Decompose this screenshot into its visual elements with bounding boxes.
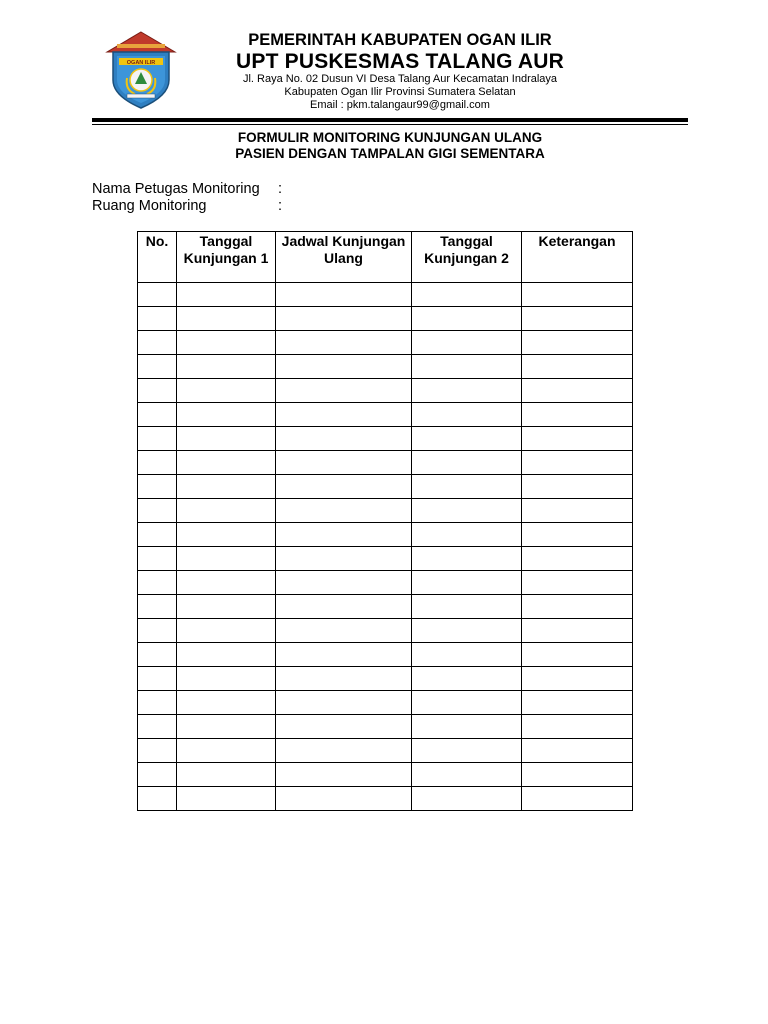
cell-visit-date-2[interactable]	[412, 307, 522, 331]
table-header-row	[138, 232, 633, 283]
address-line-2: Kabupaten Ogan Ilir Provinsi Sumatera Selatan	[284, 86, 516, 98]
cell-no[interactable]	[138, 619, 177, 643]
cell-visit-date-1[interactable]	[177, 571, 276, 595]
cell-no[interactable]	[138, 595, 177, 619]
cell-visit-date-1[interactable]	[177, 691, 276, 715]
cell-notes[interactable]	[522, 283, 633, 307]
header-visit-date-2: Tanggal Kunjungan 2	[412, 232, 522, 283]
cell-visit-date-1[interactable]	[177, 451, 276, 475]
cell-notes[interactable]	[522, 451, 633, 475]
cell-visit-date-2[interactable]	[412, 787, 522, 811]
cell-visit-date-2[interactable]	[412, 331, 522, 355]
cell-follow-up-schedule[interactable]	[276, 715, 412, 739]
cell-no[interactable]	[138, 571, 177, 595]
table-row	[138, 643, 633, 667]
cell-follow-up-schedule[interactable]	[276, 451, 412, 475]
cell-notes[interactable]	[522, 619, 633, 643]
cell-follow-up-schedule[interactable]	[276, 547, 412, 571]
ogan-ilir-logo	[105, 30, 177, 110]
cell-visit-date-1[interactable]	[177, 739, 276, 763]
cell-visit-date-1[interactable]	[177, 475, 276, 499]
cell-no[interactable]	[138, 355, 177, 379]
cell-no[interactable]	[138, 643, 177, 667]
cell-visit-date-1[interactable]	[177, 379, 276, 403]
cell-visit-date-1[interactable]	[177, 547, 276, 571]
cell-notes[interactable]	[522, 355, 633, 379]
cell-visit-date-2[interactable]	[412, 595, 522, 619]
cell-visit-date-2[interactable]	[412, 403, 522, 427]
table-row	[138, 355, 633, 379]
cell-visit-date-2[interactable]	[412, 379, 522, 403]
cell-notes[interactable]	[522, 403, 633, 427]
cell-no[interactable]	[138, 283, 177, 307]
cell-visit-date-2[interactable]	[412, 763, 522, 787]
cell-notes[interactable]	[522, 691, 633, 715]
monitoring-table	[137, 231, 633, 811]
cell-notes[interactable]	[522, 427, 633, 451]
cell-follow-up-schedule[interactable]	[276, 331, 412, 355]
cell-visit-date-1[interactable]	[177, 715, 276, 739]
cell-follow-up-schedule[interactable]	[276, 307, 412, 331]
table-row	[138, 667, 633, 691]
cell-visit-date-2[interactable]	[412, 547, 522, 571]
cell-no[interactable]	[138, 331, 177, 355]
form-title	[92, 130, 688, 162]
cell-visit-date-2[interactable]	[412, 427, 522, 451]
cell-visit-date-1[interactable]	[177, 619, 276, 643]
cell-visit-date-2[interactable]	[412, 475, 522, 499]
table-row	[138, 331, 633, 355]
cell-follow-up-schedule[interactable]	[276, 595, 412, 619]
field-officer-separator: :	[278, 181, 283, 197]
table-row	[138, 619, 633, 643]
cell-no[interactable]	[138, 427, 177, 451]
cell-follow-up-schedule[interactable]	[276, 403, 412, 427]
table-row	[138, 571, 633, 595]
cell-follow-up-schedule[interactable]	[276, 643, 412, 667]
cell-notes[interactable]	[522, 763, 633, 787]
cell-visit-date-2[interactable]	[412, 643, 522, 667]
cell-follow-up-schedule[interactable]	[276, 379, 412, 403]
table-row	[138, 739, 633, 763]
cell-notes[interactable]	[522, 547, 633, 571]
form-fields	[92, 181, 282, 215]
cell-visit-date-2[interactable]	[412, 739, 522, 763]
cell-notes[interactable]	[522, 307, 633, 331]
table-row	[138, 595, 633, 619]
cell-visit-date-1[interactable]	[177, 595, 276, 619]
table-row	[138, 499, 633, 523]
table-row	[138, 403, 633, 427]
cell-visit-date-1[interactable]	[177, 427, 276, 451]
cell-visit-date-2[interactable]	[412, 667, 522, 691]
header-visit-date-1: Tanggal Kunjungan 1	[177, 232, 276, 283]
cell-no[interactable]	[138, 787, 177, 811]
cell-visit-date-2[interactable]	[412, 355, 522, 379]
cell-visit-date-2[interactable]	[412, 451, 522, 475]
cell-visit-date-2[interactable]	[412, 523, 522, 547]
table-row	[138, 475, 633, 499]
cell-visit-date-2[interactable]	[412, 619, 522, 643]
table-row	[138, 547, 633, 571]
cell-notes[interactable]	[522, 787, 633, 811]
table-row	[138, 283, 633, 307]
cell-visit-date-1[interactable]	[177, 523, 276, 547]
header-no: No.	[138, 232, 177, 283]
header-follow-up-schedule: Jadwal Kunjungan Ulang	[276, 232, 412, 283]
table-row	[138, 763, 633, 787]
cell-no[interactable]	[138, 715, 177, 739]
field-room-separator: :	[278, 198, 283, 214]
cell-no[interactable]	[138, 499, 177, 523]
cell-follow-up-schedule[interactable]	[276, 667, 412, 691]
cell-no[interactable]	[138, 307, 177, 331]
cell-visit-date-1[interactable]	[177, 307, 276, 331]
cell-visit-date-1[interactable]	[177, 643, 276, 667]
form-title-line-1: FORMULIR MONITORING KUNJUNGAN ULANG	[237, 130, 543, 145]
letterhead	[190, 30, 610, 112]
cell-follow-up-schedule[interactable]	[276, 523, 412, 547]
cell-notes[interactable]	[522, 739, 633, 763]
table-row	[138, 307, 633, 331]
cell-no[interactable]	[138, 379, 177, 403]
cell-follow-up-schedule[interactable]	[276, 571, 412, 595]
table-row	[138, 451, 633, 475]
cell-notes[interactable]	[522, 595, 633, 619]
cell-follow-up-schedule[interactable]	[276, 283, 412, 307]
cell-visit-date-1[interactable]	[177, 763, 276, 787]
letterhead-divider-thick	[92, 118, 688, 122]
government-name: PEMERINTAH KABUPATEN OGAN ILIR	[248, 31, 552, 49]
field-officer-label: Nama Petugas Monitoring	[92, 181, 260, 197]
cell-no[interactable]	[138, 739, 177, 763]
cell-no[interactable]	[138, 451, 177, 475]
cell-no[interactable]	[138, 691, 177, 715]
cell-no[interactable]	[138, 475, 177, 499]
cell-follow-up-schedule[interactable]	[276, 691, 412, 715]
field-room	[92, 198, 282, 215]
cell-no[interactable]	[138, 523, 177, 547]
cell-no[interactable]	[138, 763, 177, 787]
letterhead-divider-thin	[92, 124, 688, 125]
cell-visit-date-1[interactable]	[177, 403, 276, 427]
cell-visit-date-1[interactable]	[177, 667, 276, 691]
field-officer	[92, 181, 282, 198]
table-row	[138, 787, 633, 811]
table-row	[138, 523, 633, 547]
cell-visit-date-1[interactable]	[177, 499, 276, 523]
cell-follow-up-schedule[interactable]	[276, 427, 412, 451]
table-body	[138, 283, 633, 811]
cell-follow-up-schedule[interactable]	[276, 355, 412, 379]
cell-visit-date-1[interactable]	[177, 331, 276, 355]
cell-notes[interactable]	[522, 643, 633, 667]
cell-follow-up-schedule[interactable]	[276, 499, 412, 523]
cell-notes[interactable]	[522, 379, 633, 403]
cell-notes[interactable]	[522, 523, 633, 547]
cell-visit-date-2[interactable]	[412, 283, 522, 307]
cell-visit-date-1[interactable]	[177, 355, 276, 379]
cell-visit-date-2[interactable]	[412, 571, 522, 595]
cell-no[interactable]	[138, 403, 177, 427]
cell-follow-up-schedule[interactable]	[276, 739, 412, 763]
cell-notes[interactable]	[522, 475, 633, 499]
cell-notes[interactable]	[522, 715, 633, 739]
form-title-line-2: PASIEN DENGAN TAMPALAN GIGI SEMENTARA	[235, 146, 545, 161]
cell-visit-date-1[interactable]	[177, 283, 276, 307]
cell-no[interactable]	[138, 547, 177, 571]
cell-notes[interactable]	[522, 499, 633, 523]
cell-notes[interactable]	[522, 331, 633, 355]
field-room-label: Ruang Monitoring	[92, 198, 207, 214]
email-line: Email : pkm.talangaur99@gmail.com	[310, 99, 490, 111]
cell-notes[interactable]	[522, 571, 633, 595]
table-row	[138, 715, 633, 739]
cell-visit-date-2[interactable]	[412, 715, 522, 739]
cell-follow-up-schedule[interactable]	[276, 619, 412, 643]
address-line-1: Jl. Raya No. 02 Dusun VI Desa Talang Aur Kecamatan Indralaya	[242, 73, 558, 85]
cell-visit-date-1[interactable]	[177, 787, 276, 811]
table-row	[138, 379, 633, 403]
cell-no[interactable]	[138, 667, 177, 691]
cell-follow-up-schedule[interactable]	[276, 763, 412, 787]
cell-notes[interactable]	[522, 667, 633, 691]
table-row	[138, 691, 633, 715]
logo-text: OGAN ILIR	[126, 60, 156, 66]
cell-follow-up-schedule[interactable]	[276, 475, 412, 499]
cell-follow-up-schedule[interactable]	[276, 787, 412, 811]
header-notes: Keterangan	[522, 232, 633, 283]
cell-visit-date-2[interactable]	[412, 499, 522, 523]
table-row	[138, 427, 633, 451]
cell-visit-date-2[interactable]	[412, 691, 522, 715]
institution-name: UPT PUSKESMAS TALANG AUR	[236, 50, 564, 73]
